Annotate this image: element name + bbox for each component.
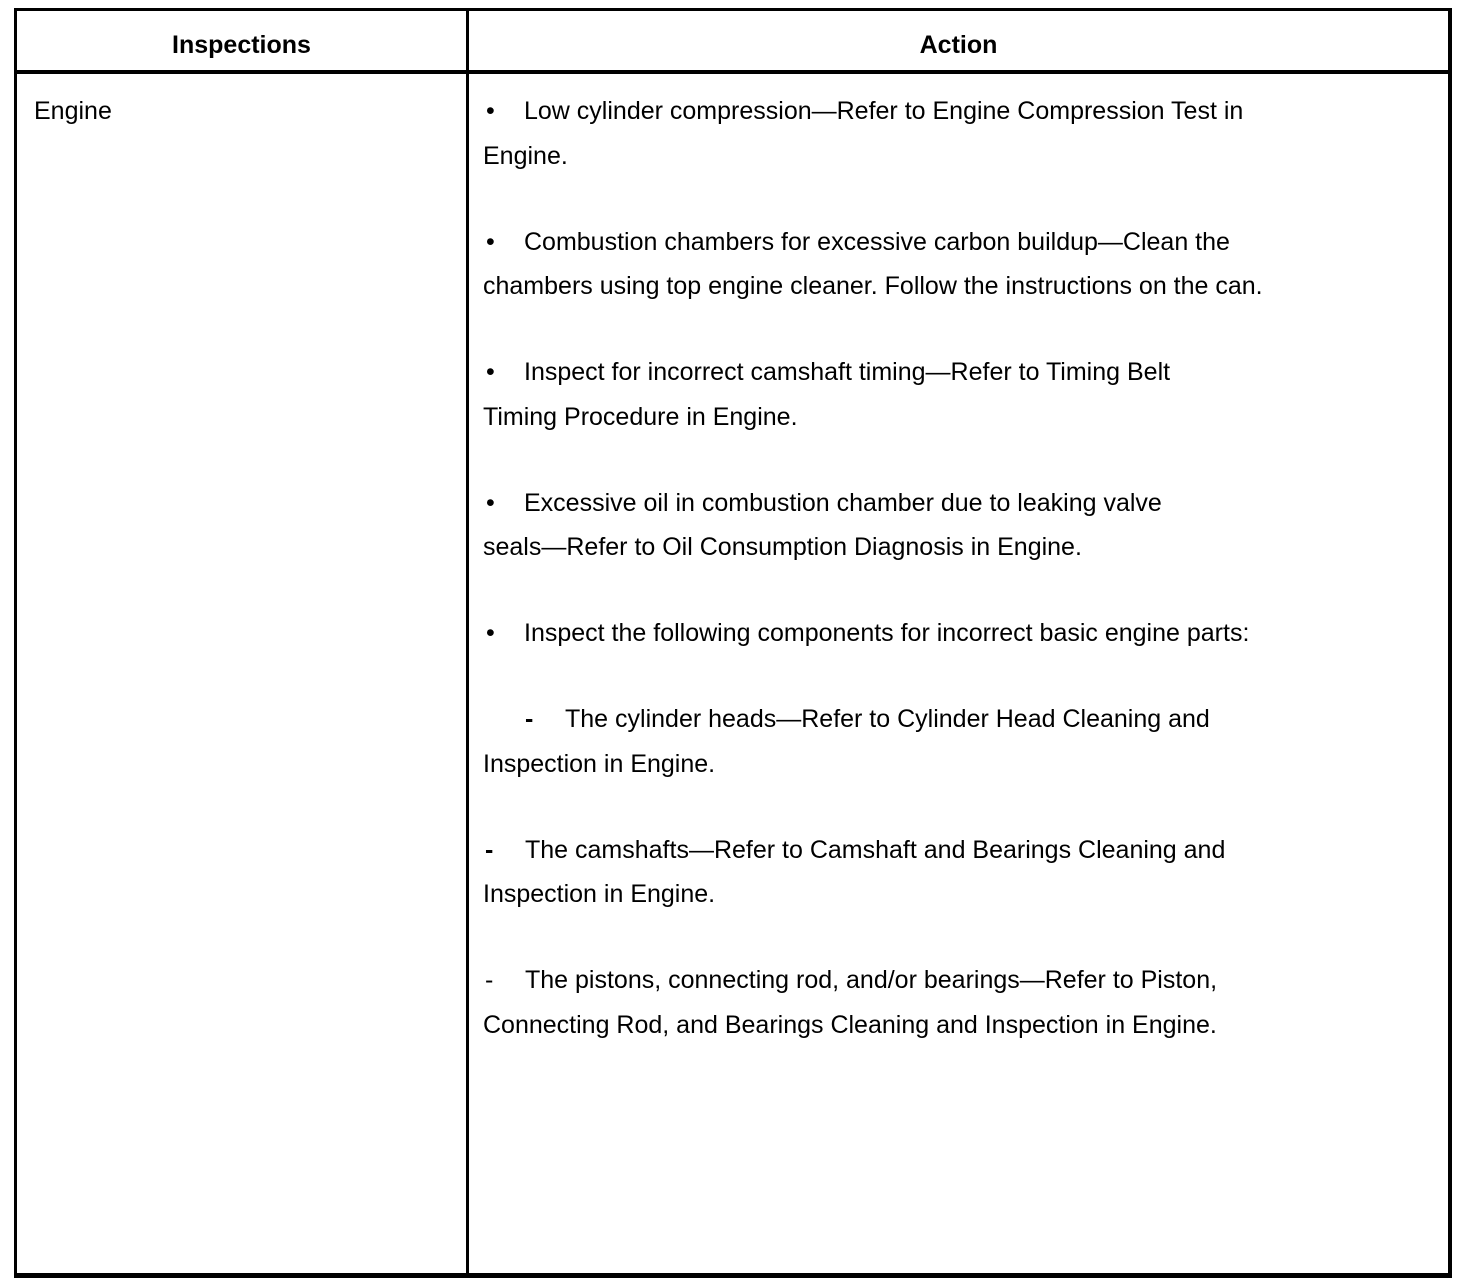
action-item — [483, 220, 1383, 309]
bullet-marker: • — [486, 488, 495, 517]
header-action: Action — [919, 31, 998, 59]
bullet-marker: • — [486, 227, 495, 256]
action-item — [483, 89, 1383, 178]
action-text: Combustion chambers for excessive carbon buildup—Clean the chambers using top engine cleaner. Follow the instructions on the can. — [483, 227, 1263, 300]
bullet-marker: • — [486, 358, 495, 386]
action-item — [483, 481, 1383, 570]
header-inspections: Inspections — [172, 31, 311, 59]
bullet-marker: • — [486, 97, 495, 125]
header-divider — [17, 70, 1448, 74]
action-text: Inspect the following components for incorrect basic engine parts: — [524, 619, 1250, 647]
action-item — [483, 611, 1383, 656]
action-text: Excessive oil in combustion chamber due to leaking valve seals—Refer to Oil Consumption Diagnosis in Engine. — [483, 488, 1162, 561]
action-cell — [483, 89, 1383, 1089]
action-subitem — [483, 958, 1383, 1047]
action-subitem — [483, 697, 1383, 786]
action-text: The pistons, connecting rod, and/or bearings—Refer to Piston, Connecting Rod, and Bearings Cleaning and Inspection in Engine. — [483, 966, 1218, 1039]
action-text: Low cylinder compression—Refer to Engine Compression Test in Engine. — [483, 97, 1244, 170]
column-divider — [466, 11, 469, 1273]
action-text: The cylinder heads—Refer to Cylinder Head Cleaning and Inspection in Engine. — [483, 705, 1210, 778]
dash-marker: - — [485, 835, 494, 864]
dash-marker: - — [485, 966, 494, 994]
inspection-cell: Engine — [34, 97, 112, 125]
action-text: Inspect for incorrect camshaft timing—Refer to Timing Belt Timing Procedure in Engine. — [483, 358, 1171, 431]
bullet-marker: • — [486, 619, 495, 647]
action-text: The camshafts—Refer to Camshaft and Bearings Cleaning and Inspection in Engine. — [483, 835, 1226, 908]
dash-marker: - — [525, 705, 534, 733]
action-subitem — [483, 828, 1383, 917]
inspection-table — [14, 8, 1452, 1278]
action-item — [483, 350, 1383, 439]
